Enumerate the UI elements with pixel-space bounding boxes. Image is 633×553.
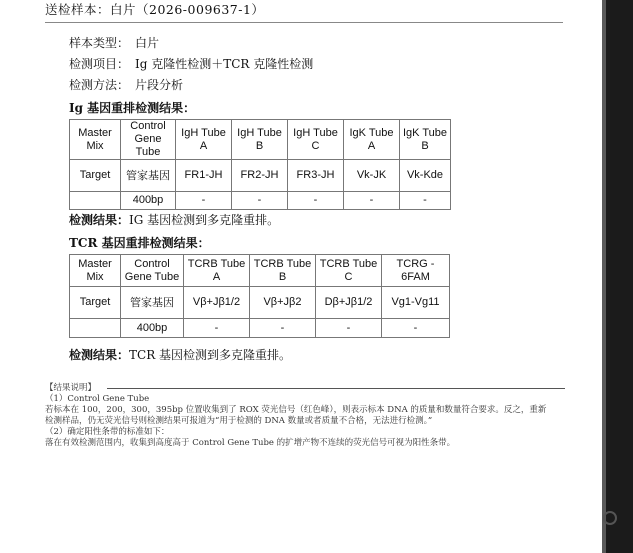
table-cell: 管家基因 xyxy=(121,160,176,192)
info-key: 检测方法： xyxy=(69,78,130,92)
table-cell: - xyxy=(232,192,288,210)
header-divider xyxy=(45,22,563,23)
table-row xyxy=(70,287,450,319)
table-cell: Vβ+Jβ2 xyxy=(250,287,316,319)
table-header-cell: TCRG - 6FAM xyxy=(382,255,450,287)
table-cell: 400bp xyxy=(121,192,176,210)
info-key: 样本类型： xyxy=(69,36,130,50)
table-header-cell: IgH Tube A xyxy=(176,120,232,160)
table-cell: FR2-JH xyxy=(232,160,288,192)
table-header-cell: IgH Tube C xyxy=(288,120,344,160)
table-cell: - xyxy=(184,319,250,338)
table-header-cell: Master Mix xyxy=(70,255,121,287)
table-header-cell: TCRB Tube C xyxy=(316,255,382,287)
info-value: 白片 xyxy=(135,36,160,50)
table-row xyxy=(70,160,451,192)
table-header-cell: IgK Tube B xyxy=(400,120,451,160)
table-cell: Dβ+Jβ1/2 xyxy=(316,287,382,319)
table-header-cell: Control Gene Tube xyxy=(121,255,184,287)
table-cell: 管家基因 xyxy=(121,287,184,319)
sample-header: 送检样本：白片（2026-009637-1） xyxy=(45,2,265,17)
table-row xyxy=(70,192,451,210)
table-header-cell: IgH Tube B xyxy=(232,120,288,160)
table-cell: FR1-JH xyxy=(176,160,232,192)
notes-line: 落在有效检测范围内，收集到高度高于 Control Gene Tube 的扩增产物不连续的荧光信号可视为阳性条带。 xyxy=(45,438,456,448)
ig-section-title: Ig 基因重排检测结果： xyxy=(69,101,196,115)
table-cell xyxy=(70,192,121,210)
table-cell: - xyxy=(382,319,450,338)
result-text: TCR 基因检测到多克隆重排。 xyxy=(129,348,292,362)
table-header-cell: IgK Tube A xyxy=(344,120,400,160)
result-label: 检测结果： xyxy=(69,213,130,227)
ig-result-table xyxy=(69,119,451,210)
info-value: 片段分析 xyxy=(135,78,184,92)
table-cell: - xyxy=(176,192,232,210)
table-cell: Vk-JK xyxy=(344,160,400,192)
notes-divider xyxy=(107,388,565,389)
result-text: IG 基因检测到多克隆重排。 xyxy=(129,213,280,227)
notes-title: 【结果说明】 xyxy=(45,383,97,393)
tcr-result-table xyxy=(69,254,450,338)
table-cell: Target xyxy=(70,160,121,192)
result-label: 检测结果： xyxy=(69,348,130,362)
info-method xyxy=(69,76,183,93)
table-header-cell: TCRB Tube B xyxy=(250,255,316,287)
table-header-cell: Control Gene Tube xyxy=(121,120,176,160)
table-cell: - xyxy=(344,192,400,210)
table-cell: 400bp xyxy=(121,319,184,338)
tcr-result xyxy=(69,346,291,363)
tcr-section-title: TCR 基因重排检测结果： xyxy=(69,236,210,250)
table-cell: - xyxy=(316,319,382,338)
notes-line: （2）确定阳性条带的标准如下： xyxy=(45,427,170,437)
table-cell: FR3-JH xyxy=(288,160,344,192)
table-cell: - xyxy=(250,319,316,338)
info-key: 检测项目： xyxy=(69,57,130,71)
info-sample-type xyxy=(69,34,159,51)
table-cell: Target xyxy=(70,287,121,319)
table-cell: Vg1-Vg11 xyxy=(382,287,450,319)
table-cell: Vβ+Jβ1/2 xyxy=(184,287,250,319)
notes-line: 若标本在 100，200，300，395bp 位置收集到了 ROX 荧光信号（红色峰），则表示标本 DNA 的质量和数量符合要求。反之，重新 xyxy=(45,405,547,415)
table-cell: Vk-Kde xyxy=(400,160,451,192)
viewer-side-rail xyxy=(606,0,633,553)
notes-line: 检测样品，仍无荧光信号则检测结果可报道为“用于检测的 DNA 数量或者质量不合格，无法进行检测。” xyxy=(45,416,433,426)
info-value: Ig 克隆性检测＋TCR 克隆性检测 xyxy=(135,57,314,71)
ig-result xyxy=(69,211,279,228)
viewer-mark-icon xyxy=(603,511,617,525)
table-header-row xyxy=(70,255,450,287)
table-cell: - xyxy=(288,192,344,210)
table-header-cell: Master Mix xyxy=(70,120,121,160)
notes-line: （1）Control Gene Tube xyxy=(45,394,150,404)
table-row xyxy=(70,319,450,338)
table-header-row xyxy=(70,120,451,160)
table-header-cell: TCRB Tube A xyxy=(184,255,250,287)
info-test-items xyxy=(69,55,313,72)
table-cell xyxy=(70,319,121,338)
table-cell: - xyxy=(400,192,451,210)
result-notes xyxy=(45,383,565,449)
